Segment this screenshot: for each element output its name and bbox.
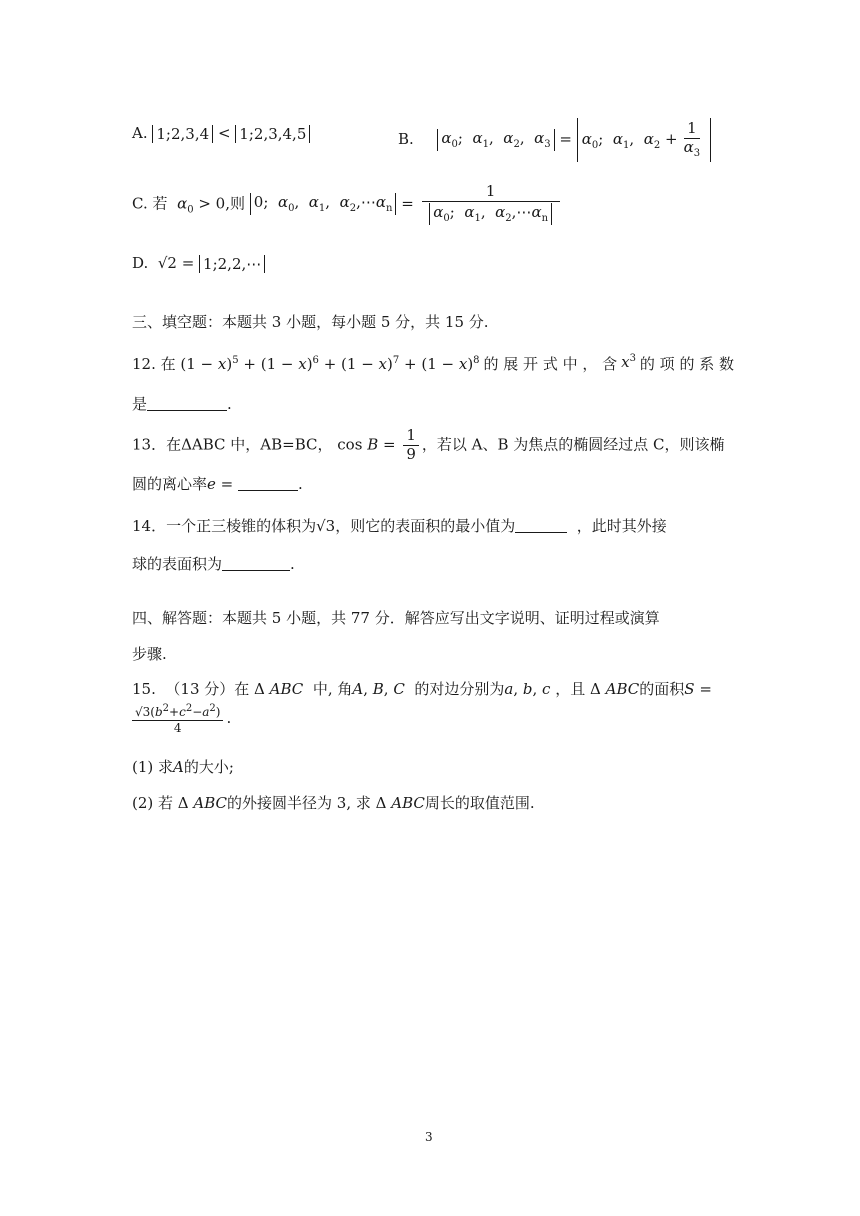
section-3-heading: 三、填空题：本题共 3 小题，每小题 5 分，共 15 分.: [132, 313, 489, 331]
question-15-formula: $\frac{√3(b^2+c^2-a^2)}{4}$ .: [132, 704, 231, 734]
option-c-fraction: $\frac{1}{\alpha_0; \alpha_1, \alpha_2,\cdots\alpha_n}$: [422, 184, 560, 225]
section-4-heading-line1: 四、解答题：本题共 5 小题，共 77 分．解答应写出文字说明、证明过程或演算: [132, 609, 660, 627]
continued-fraction-right: 1;2,3,4,5: [235, 125, 310, 143]
question-15-sub1: (1) 求A的大小;: [132, 758, 234, 776]
option-d-label: D.: [132, 254, 149, 272]
option-b-lhs: $\alpha_0$; $\alpha_1$, $\alpha_2$, $\alpha_3$: [437, 129, 554, 151]
question-13-line2: 圆的离心率e = .: [132, 475, 303, 493]
question-15-line1: 15. （13 分）在 Δ ABC 中, 角A, B, C 的对边分别为a, b, c ，且 Δ ABC的面积S =: [132, 680, 712, 698]
option-c: C. 若 $\alpha_0 > 0$,则 0; $\alpha_0$, $\alpha_1$, $\alpha_2,\cdots\alpha_n$ = $\frac{1}{\alpha_0; \alpha_1, \alpha_2,\cdots\alpha_n}$: [132, 184, 563, 225]
page-number: 3: [425, 1130, 433, 1144]
question-14-line1: 14．一个正三棱锥的体积为√3，则它的表面积的最小值为 ，此时其外接: [132, 517, 667, 535]
option-b: B. $\alpha_0$; $\alpha_1$, $\alpha_2$, $\alpha_3 = \alpha_0$; $\alpha_1$, $\alpha_2$ + $\frac{1}{\alpha_3}$: [398, 118, 711, 162]
option-b-label: B.: [398, 130, 414, 149]
question-15-sub2: (2) 若 Δ ABC的外接圆半径为 3, 求 Δ ABC周长的取值范围.: [132, 794, 535, 812]
answer-blank-13[interactable]: [238, 476, 298, 491]
continued-fraction-left: 1;2,3,4: [152, 125, 213, 143]
answer-blank-14b[interactable]: [222, 556, 290, 571]
answer-blank-14a[interactable]: [515, 518, 567, 533]
option-a-label: A.: [132, 124, 148, 142]
question-14-line2: 球的表面积为 .: [132, 555, 295, 573]
option-d-rhs: 1;2,2,⋯: [199, 255, 265, 273]
question-13-line1: 13．在ΔABC 中，AB=BC， cos B = $\frac{1}{9}$ ，若以 A、B 为焦点的椭圆经过点 C，则该椭: [132, 426, 725, 463]
option-c-label: C.: [132, 194, 148, 213]
section-4-heading-line2: 步骤.: [132, 645, 167, 663]
option-b-rhs: $\alpha_0$; $\alpha_1$, $\alpha_2$ + $\frac{1}{\alpha_3}$: [577, 118, 711, 162]
answer-blank-12[interactable]: [147, 396, 227, 411]
option-d: D. √2 = 1;2,2,⋯: [132, 254, 265, 273]
question-12-line1: 12. 在 $(1 - x)^5 + (1 - x)^6 + (1 - x)^7 + (1 - x)^8$ 的 展 开 式 中 ， 含 $x^3$ 的 项 的 系 数: [132, 353, 734, 373]
option-c-lhs: 0; $\alpha_0$, $\alpha_1$, $\alpha_2,\cdots\alpha_n$: [250, 193, 397, 215]
option-a: A. 1;2,3,4 < 1;2,3,4,5: [132, 124, 310, 143]
question-12-line2: 是 .: [132, 395, 232, 413]
